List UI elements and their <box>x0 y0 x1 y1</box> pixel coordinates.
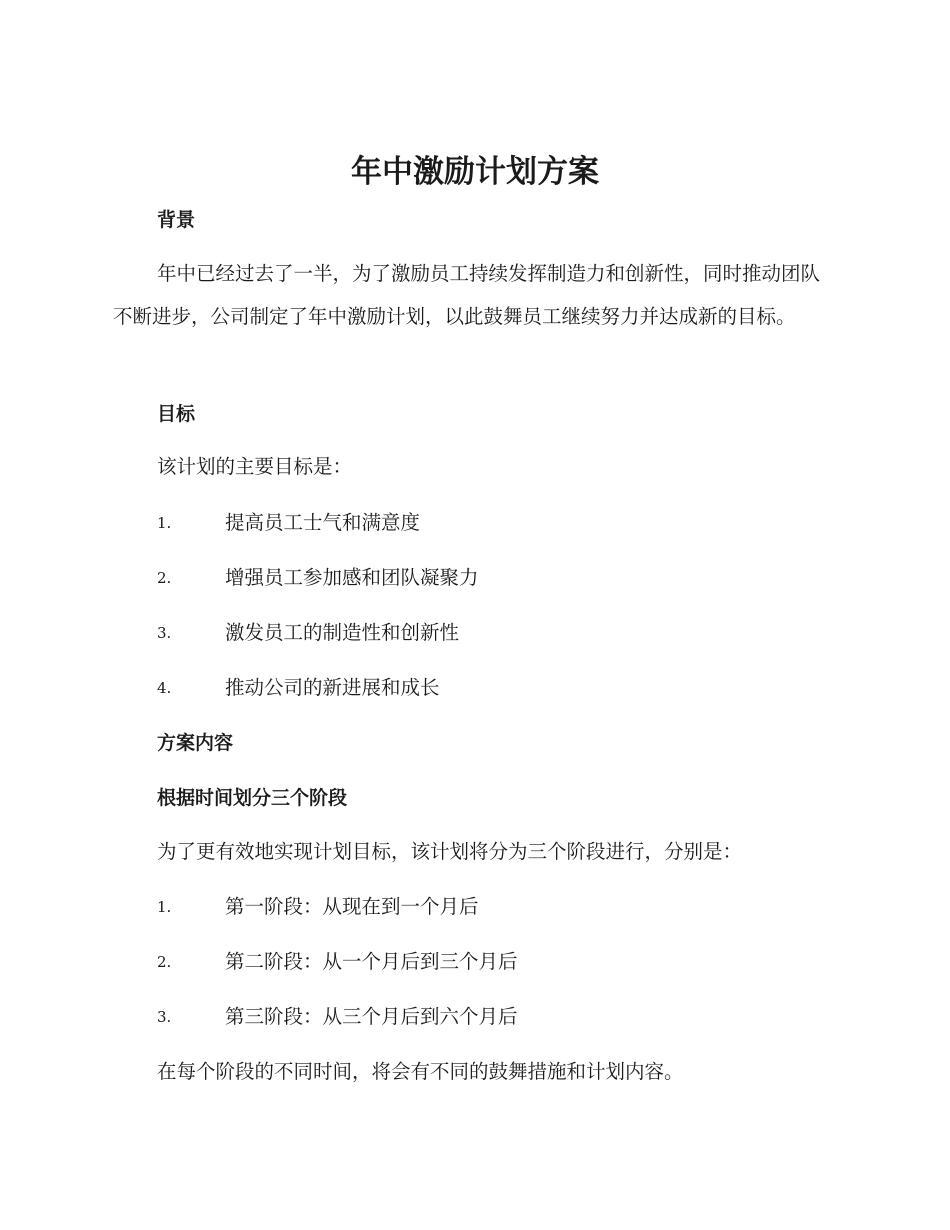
background-paragraph: 年中已经过去了一半，为了激励员工持续发挥制造力和创新性，同时推动团队不断进步，公司制定了年中激励计划，以此鼓舞员工继续努力并达成新的目标。 <box>113 262 821 328</box>
list-text: 第二阶段：从一个月后到三个月后 <box>225 950 518 973</box>
goals-intro: 该计划的主要目标是： <box>157 455 353 478</box>
plan-intro: 为了更有效地实现计划目标，该计划将分为三个阶段进行，分别是： <box>157 840 743 863</box>
list-number: 1. <box>157 898 172 916</box>
list-text: 第三阶段：从三个月后到六个月后 <box>225 1005 518 1028</box>
list-number: 3. <box>157 624 172 642</box>
list-number: 1. <box>157 514 172 532</box>
list-text: 增强员工参加感和团队凝聚力 <box>225 566 479 589</box>
list-number: 2. <box>157 953 172 971</box>
list-text: 推动公司的新进展和成长 <box>225 676 440 699</box>
section-heading-background: 背景 <box>157 209 196 231</box>
list-text: 提高员工士气和满意度 <box>225 511 421 534</box>
list-text: 激发员工的制造性和创新性 <box>225 621 460 644</box>
document-title: 年中激励计划方案 <box>351 154 599 190</box>
list-number: 2. <box>157 569 172 587</box>
list-number: 4. <box>157 679 172 697</box>
list-text: 第一阶段：从现在到一个月后 <box>225 895 479 918</box>
section-heading-plan: 方案内容 <box>157 732 234 754</box>
list-number: 3. <box>157 1008 172 1026</box>
plan-subheading: 根据时间划分三个阶段 <box>157 787 348 809</box>
section-heading-goals: 目标 <box>157 403 196 425</box>
plan-closing: 在每个阶段的不同时间，将会有不同的鼓舞措施和计划内容。 <box>157 1060 684 1083</box>
